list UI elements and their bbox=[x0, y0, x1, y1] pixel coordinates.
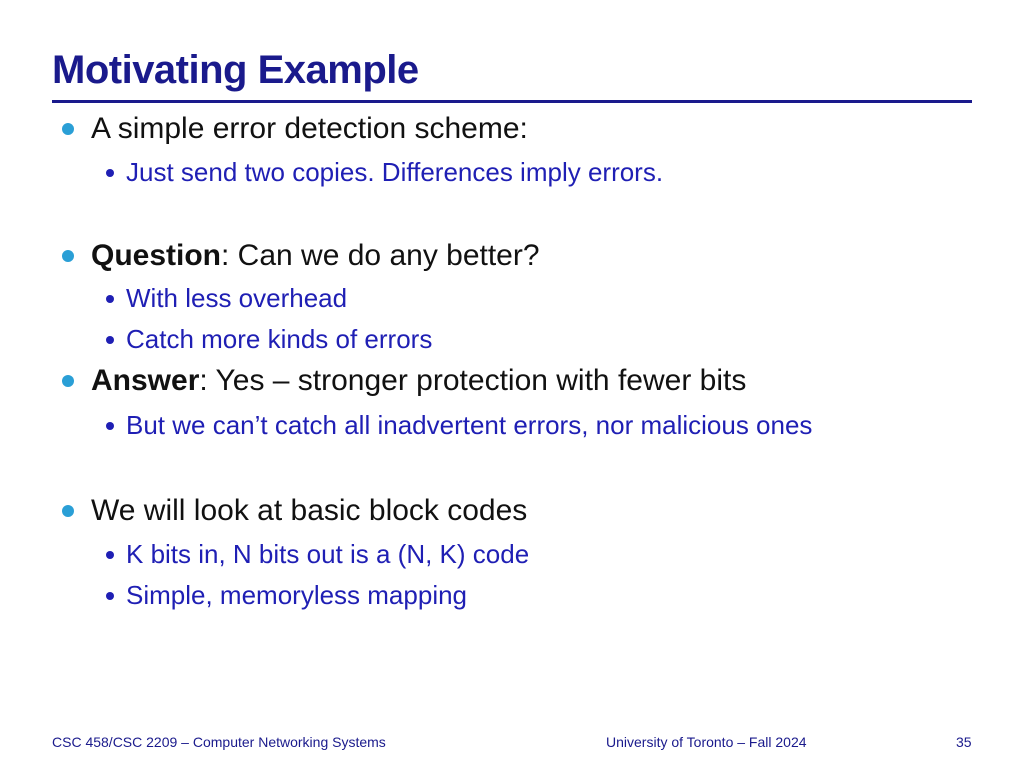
slide-title: Motivating Example bbox=[52, 48, 419, 92]
bullet-text: : Can we do any better? bbox=[221, 239, 540, 272]
bullet-text: A simple error detection scheme: bbox=[91, 112, 528, 145]
sub-bullet-text: But we can’t catch all inadvertent errors, nor malicious ones bbox=[126, 410, 813, 440]
sub-bullet-item bbox=[106, 324, 432, 355]
sub-bullet-dot-icon bbox=[106, 592, 114, 600]
sub-bullet-item bbox=[106, 157, 663, 188]
sub-bullet-text: With less overhead bbox=[126, 283, 348, 313]
sub-bullet-text: Simple, memoryless mapping bbox=[126, 580, 468, 610]
bullet-bold-label: Answer bbox=[91, 364, 200, 397]
bullet-dot-icon bbox=[62, 505, 74, 517]
bullet-item bbox=[62, 239, 540, 273]
sub-bullet-item bbox=[106, 539, 529, 570]
sub-bullet-item bbox=[106, 410, 812, 441]
sub-bullet-item bbox=[106, 283, 347, 314]
bullet-item bbox=[62, 112, 528, 146]
bullet-item bbox=[62, 494, 527, 528]
page-number: 35 bbox=[956, 734, 972, 750]
title-underline bbox=[52, 100, 972, 103]
footer-course: CSC 458/CSC 2209 – Computer Networking Systems bbox=[52, 734, 386, 750]
sub-bullet-text: Just send two copies. Differences imply errors. bbox=[126, 157, 664, 187]
sub-bullet-dot-icon bbox=[106, 336, 114, 344]
sub-bullet-dot-icon bbox=[106, 422, 114, 430]
sub-bullet-text: Catch more kinds of errors bbox=[126, 324, 433, 354]
bullet-text: We will look at basic block codes bbox=[91, 494, 528, 527]
sub-bullet-text: K bits in, N bits out is a (N, K) code bbox=[126, 539, 530, 569]
sub-bullet-item bbox=[106, 580, 467, 611]
sub-bullet-dot-icon bbox=[106, 551, 114, 559]
bullet-dot-icon bbox=[62, 250, 74, 262]
bullet-text: : Yes – stronger protection with fewer bits bbox=[199, 364, 747, 397]
footer-institution: University of Toronto – Fall 2024 bbox=[606, 734, 807, 750]
bullet-dot-icon bbox=[62, 375, 74, 387]
sub-bullet-dot-icon bbox=[106, 169, 114, 177]
bullet-item bbox=[62, 364, 746, 398]
sub-bullet-dot-icon bbox=[106, 295, 114, 303]
bullet-dot-icon bbox=[62, 123, 74, 135]
bullet-bold-label: Question bbox=[91, 239, 222, 272]
